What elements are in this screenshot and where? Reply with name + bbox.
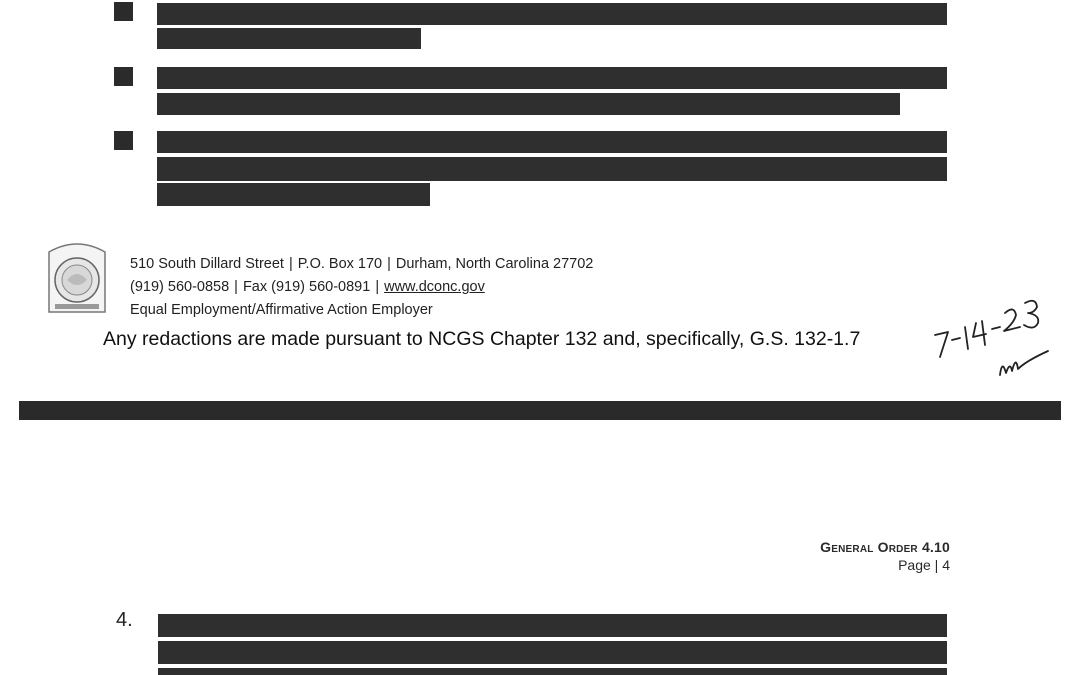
redacted-text-block [157, 157, 947, 181]
page-number: Page | 4 [898, 557, 950, 573]
page-separator [19, 401, 1061, 420]
redacted-text-block [157, 131, 947, 153]
redacted-text-block [157, 67, 947, 89]
redacted-text-block [157, 28, 421, 49]
separator: | [234, 279, 238, 295]
footer-address [130, 255, 593, 273]
county-seal-icon [45, 238, 109, 318]
handwritten-date-signature [930, 285, 1060, 385]
separator: | [375, 279, 380, 295]
fax-number: Fax (919) 560-0891 [242, 279, 371, 295]
bullet-3 [114, 131, 133, 150]
footer-employer-note: Equal Employment/Affirmative Action Employer [130, 302, 433, 318]
redacted-text-block [158, 641, 947, 664]
address-city: Durham, North Carolina 27702 [395, 256, 594, 272]
separator: | [387, 256, 391, 272]
separator: | [288, 256, 293, 272]
bullet-1 [114, 2, 133, 21]
redacted-text-block [158, 614, 947, 637]
phone-number: (919) 560-0858 [130, 279, 230, 295]
redacted-text-block [158, 668, 947, 675]
redacted-text-block [157, 183, 430, 206]
redacted-text-block [157, 3, 947, 25]
item-number: 4. [116, 609, 133, 631]
website-link[interactable]: www.dconc.gov [384, 279, 485, 295]
address-street: 510 South Dillard Street [130, 256, 284, 272]
redaction-notice: Any redactions are made pursuant to NCGS Chapter 132 and, specifically, G.S. 132-1.7 [103, 328, 861, 350]
bullet-2 [114, 67, 133, 86]
footer-contact [130, 278, 485, 296]
address-pobox: P.O. Box 170 [297, 256, 383, 272]
general-order-title: General Order 4.10 [820, 539, 950, 555]
redacted-text-block [157, 93, 900, 115]
